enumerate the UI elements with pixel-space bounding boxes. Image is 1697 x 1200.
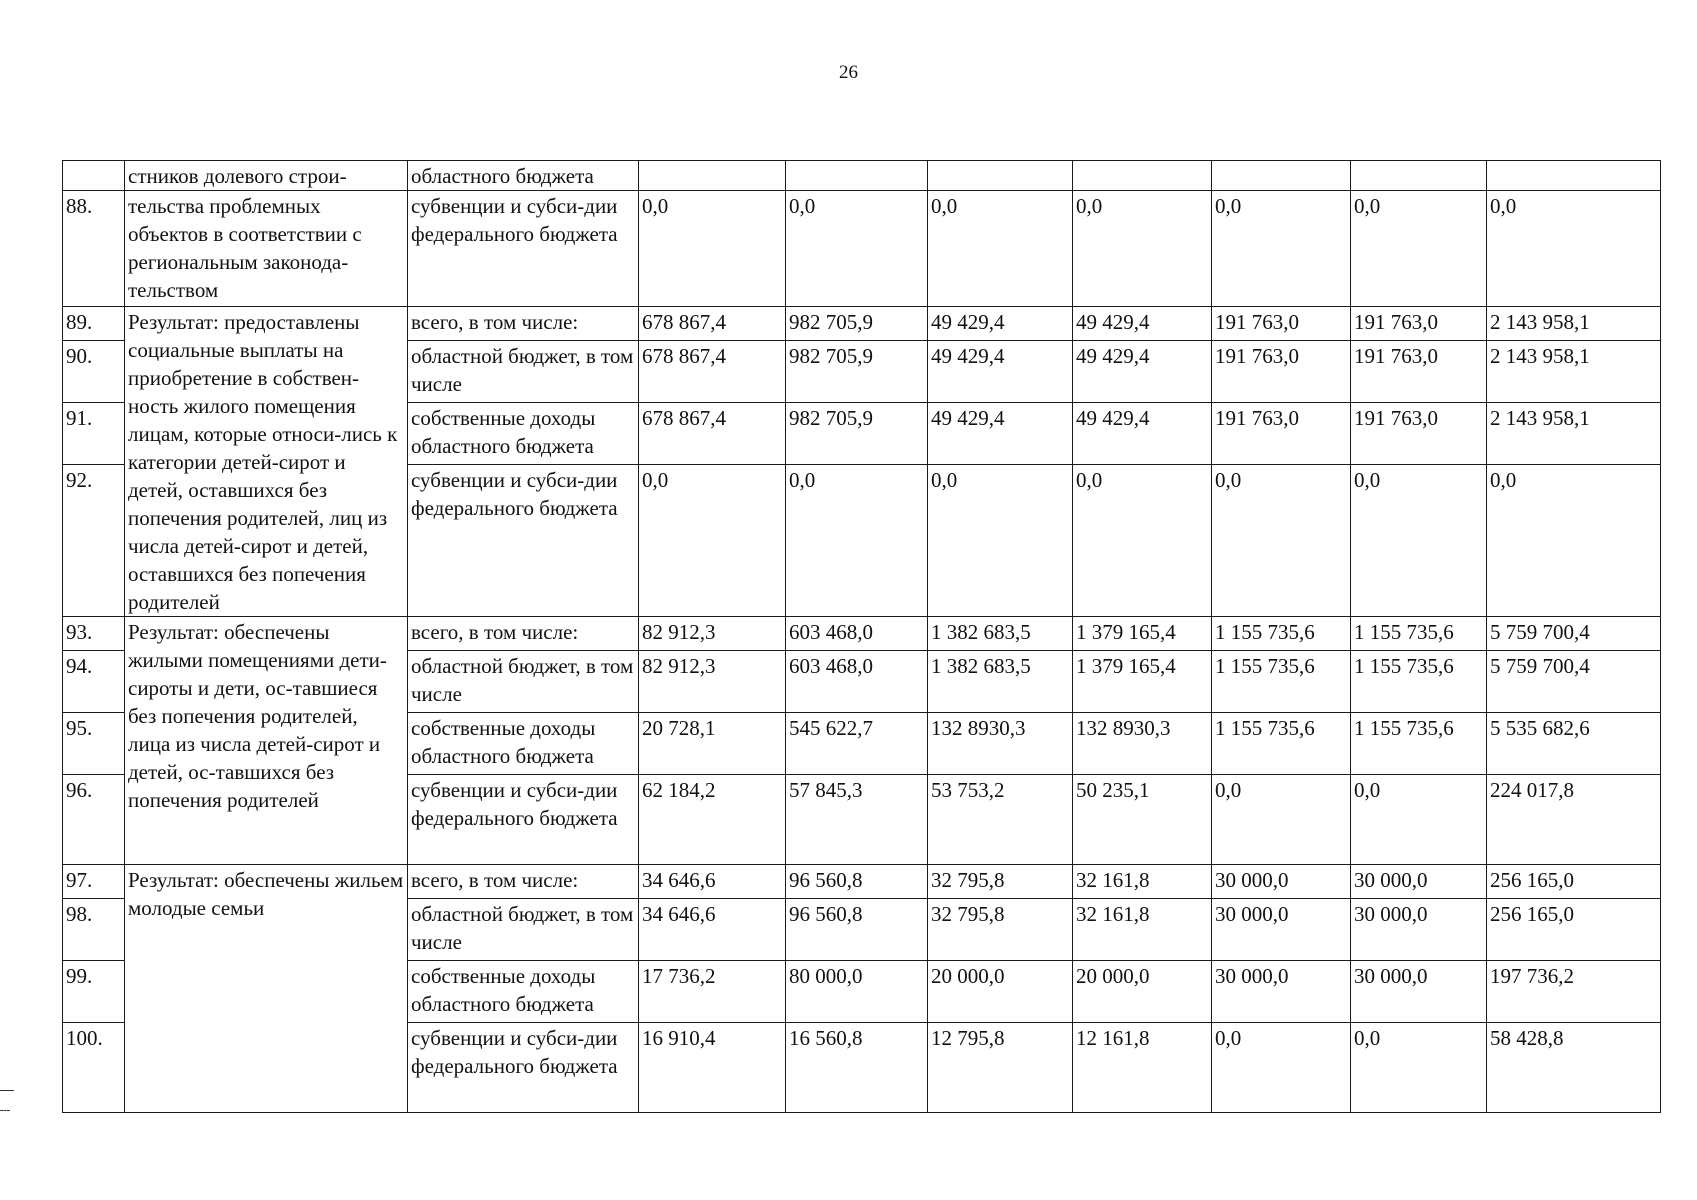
- value-cell: 30 000,0: [1212, 865, 1351, 899]
- value-cell: 191 763,0: [1351, 307, 1487, 341]
- value-cell: 132 8930,3: [1073, 713, 1212, 775]
- value-cell: 34 646,6: [639, 899, 786, 961]
- row-number: 94.: [63, 651, 125, 713]
- value-cell: 0,0: [786, 191, 928, 307]
- row-number: [63, 161, 125, 191]
- funding-source: областной бюджет, в том числе: [408, 651, 639, 713]
- value-cell: 1 379 165,4: [1073, 651, 1212, 713]
- value-cell: [1487, 161, 1661, 191]
- funding-source: субвенции и субси-дии федерального бюджета: [408, 1023, 639, 1113]
- value-cell: 0,0: [1212, 465, 1351, 617]
- funding-source: субвенции и субси-дии федерального бюджета: [408, 191, 639, 307]
- row-number: 91.: [63, 403, 125, 465]
- value-cell: 1 155 735,6: [1212, 617, 1351, 651]
- row-number: 99.: [63, 961, 125, 1023]
- value-cell: 0,0: [1351, 465, 1487, 617]
- value-cell: 5 535 682,6: [1487, 713, 1661, 775]
- value-cell: 20 000,0: [1073, 961, 1212, 1023]
- funding-source: всего, в том числе:: [408, 617, 639, 651]
- value-cell: 49 429,4: [928, 307, 1073, 341]
- funding-source: всего, в том числе:: [408, 307, 639, 341]
- value-cell: 32 795,8: [928, 865, 1073, 899]
- row-number: 93.: [63, 617, 125, 651]
- row-description: Результат: предоставлены социальные выплаты на приобретение в собствен-ность жилого помещения лицам, которые относи-лись к категории детей-сирот и детей, оставшихся без попечения родителей, лиц из числа детей-сирот и детей, оставшихся без попечения родителей: [125, 307, 408, 617]
- value-cell: 256 165,0: [1487, 865, 1661, 899]
- value-cell: 2 143 958,1: [1487, 307, 1661, 341]
- value-cell: 82 912,3: [639, 617, 786, 651]
- value-cell: 1 382 683,5: [928, 651, 1073, 713]
- funding-source: субвенции и субси-дии федерального бюджета: [408, 775, 639, 865]
- page-number: 26: [839, 62, 858, 83]
- value-cell: 1 382 683,5: [928, 617, 1073, 651]
- value-cell: 82 912,3: [639, 651, 786, 713]
- row-number: 97.: [63, 865, 125, 899]
- value-cell: 0,0: [1073, 465, 1212, 617]
- value-cell: 0,0: [1212, 1023, 1351, 1113]
- value-cell: 0,0: [1212, 775, 1351, 865]
- value-cell: 30 000,0: [1351, 865, 1487, 899]
- row-number: 90.: [63, 341, 125, 403]
- value-cell: 678 867,4: [639, 341, 786, 403]
- value-cell: 603 468,0: [786, 651, 928, 713]
- funding-source: собственные доходы областного бюджета: [408, 713, 639, 775]
- row-number: 89.: [63, 307, 125, 341]
- row-description: Результат: обеспечены жилыми помещениями дети-сироты и дети, ос-тавшиеся без попечения родителей, лица из числа детей-сирот и детей, ос-тавшихся без попечения родителей: [125, 617, 408, 865]
- value-cell: 0,0: [1351, 1023, 1487, 1113]
- value-cell: 30 000,0: [1351, 961, 1487, 1023]
- value-cell: 30 000,0: [1212, 961, 1351, 1023]
- value-cell: [1073, 161, 1212, 191]
- value-cell: 32 161,8: [1073, 899, 1212, 961]
- funding-source: областной бюджет, в том числе: [408, 341, 639, 403]
- value-cell: 12 795,8: [928, 1023, 1073, 1113]
- value-cell: 191 763,0: [1212, 403, 1351, 465]
- value-cell: 53 753,2: [928, 775, 1073, 865]
- row-number: 96.: [63, 775, 125, 865]
- value-cell: 62 184,2: [639, 775, 786, 865]
- row-number: 95.: [63, 713, 125, 775]
- value-cell: 16 910,4: [639, 1023, 786, 1113]
- value-cell: 30 000,0: [1212, 899, 1351, 961]
- value-cell: 20 000,0: [928, 961, 1073, 1023]
- value-cell: 1 155 735,6: [1212, 651, 1351, 713]
- row-number: 98.: [63, 899, 125, 961]
- funding-source: собственные доходы областного бюджета: [408, 961, 639, 1023]
- value-cell: 1 155 735,6: [1351, 651, 1487, 713]
- value-cell: 603 468,0: [786, 617, 928, 651]
- value-cell: 0,0: [1351, 775, 1487, 865]
- scan-margin-mark: [0, 1110, 10, 1111]
- row-description: Результат: обеспечены жильем молодые семьи: [125, 865, 408, 1113]
- value-cell: 16 560,8: [786, 1023, 928, 1113]
- value-cell: 0,0: [1212, 191, 1351, 307]
- value-cell: 191 763,0: [1212, 307, 1351, 341]
- value-cell: 0,0: [786, 465, 928, 617]
- value-cell: 12 161,8: [1073, 1023, 1212, 1113]
- value-cell: 5 759 700,4: [1487, 651, 1661, 713]
- value-cell: 191 763,0: [1212, 341, 1351, 403]
- value-cell: 1 379 165,4: [1073, 617, 1212, 651]
- value-cell: 191 763,0: [1351, 341, 1487, 403]
- value-cell: 982 705,9: [786, 341, 928, 403]
- value-cell: 0,0: [1351, 191, 1487, 307]
- value-cell: 224 017,8: [1487, 775, 1661, 865]
- value-cell: 678 867,4: [639, 307, 786, 341]
- value-cell: [1351, 161, 1487, 191]
- value-cell: 80 000,0: [786, 961, 928, 1023]
- table-row: [63, 307, 1661, 341]
- table-row: [63, 191, 1661, 307]
- value-cell: 2 143 958,1: [1487, 403, 1661, 465]
- value-cell: 0,0: [928, 191, 1073, 307]
- value-cell: 32 795,8: [928, 899, 1073, 961]
- value-cell: 20 728,1: [639, 713, 786, 775]
- value-cell: 0,0: [1487, 465, 1661, 617]
- value-cell: 0,0: [639, 191, 786, 307]
- value-cell: 0,0: [639, 465, 786, 617]
- value-cell: 678 867,4: [639, 403, 786, 465]
- value-cell: 30 000,0: [1351, 899, 1487, 961]
- value-cell: 1 155 735,6: [1351, 713, 1487, 775]
- row-description: стников долевого строи-: [125, 161, 408, 191]
- value-cell: 32 161,8: [1073, 865, 1212, 899]
- value-cell: 49 429,4: [1073, 341, 1212, 403]
- budget-table: [62, 160, 1661, 1113]
- funding-source: собственные доходы областного бюджета: [408, 403, 639, 465]
- value-cell: 1 155 735,6: [1212, 713, 1351, 775]
- value-cell: 545 622,7: [786, 713, 928, 775]
- value-cell: 0,0: [1487, 191, 1661, 307]
- row-number: 100.: [63, 1023, 125, 1113]
- value-cell: 1 155 735,6: [1351, 617, 1487, 651]
- table-row: [63, 161, 1661, 191]
- row-number: 88.: [63, 191, 125, 307]
- row-number: 92.: [63, 465, 125, 617]
- value-cell: 17 736,2: [639, 961, 786, 1023]
- value-cell: 96 560,8: [786, 899, 928, 961]
- value-cell: 132 8930,3: [928, 713, 1073, 775]
- table-row: [63, 865, 1661, 899]
- row-description: тельства проблемных объектов в соответствии с региональным законода-тельством: [125, 191, 408, 307]
- value-cell: 34 646,6: [639, 865, 786, 899]
- value-cell: 96 560,8: [786, 865, 928, 899]
- value-cell: 197 736,2: [1487, 961, 1661, 1023]
- scan-margin-mark: [0, 1090, 14, 1091]
- value-cell: [786, 161, 928, 191]
- value-cell: [928, 161, 1073, 191]
- value-cell: 982 705,9: [786, 307, 928, 341]
- value-cell: 58 428,8: [1487, 1023, 1661, 1113]
- value-cell: 49 429,4: [928, 403, 1073, 465]
- value-cell: 256 165,0: [1487, 899, 1661, 961]
- value-cell: 49 429,4: [1073, 307, 1212, 341]
- funding-source: субвенции и субси-дии федерального бюджета: [408, 465, 639, 617]
- funding-source: всего, в том числе:: [408, 865, 639, 899]
- value-cell: 191 763,0: [1351, 403, 1487, 465]
- value-cell: 982 705,9: [786, 403, 928, 465]
- value-cell: 2 143 958,1: [1487, 341, 1661, 403]
- value-cell: 49 429,4: [1073, 403, 1212, 465]
- value-cell: 5 759 700,4: [1487, 617, 1661, 651]
- value-cell: 0,0: [1073, 191, 1212, 307]
- value-cell: [1212, 161, 1351, 191]
- value-cell: 57 845,3: [786, 775, 928, 865]
- value-cell: 50 235,1: [1073, 775, 1212, 865]
- funding-source: областной бюджет, в том числе: [408, 899, 639, 961]
- table-row: [63, 617, 1661, 651]
- value-cell: [639, 161, 786, 191]
- value-cell: 0,0: [928, 465, 1073, 617]
- value-cell: 49 429,4: [928, 341, 1073, 403]
- funding-source: областного бюджета: [408, 161, 639, 191]
